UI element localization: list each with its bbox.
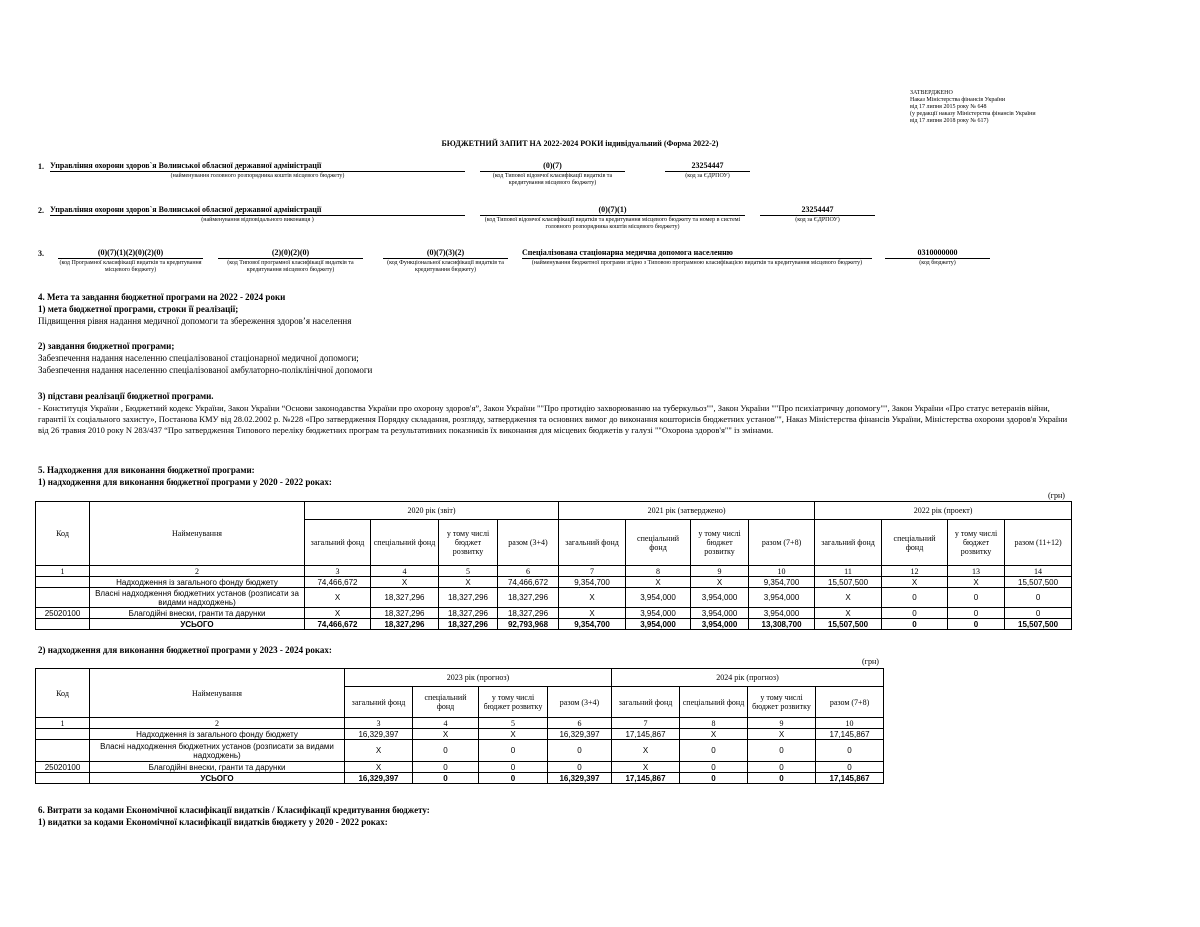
table-cell: 3,954,000	[691, 619, 749, 630]
table-cell: 16,329,397	[345, 773, 413, 784]
table-cell: 18,327,296	[439, 619, 498, 630]
column-number: 2	[90, 566, 305, 577]
row1-code-caption: (код Типової відомчої класифікації видатків та кредитування місцевого бюджету)	[492, 173, 613, 186]
table-cell: 0	[816, 740, 884, 762]
section6-sub1: 1) видатки за кодами Економічної класифікації видатків бюджету у 2020 - 2022 роках:	[38, 817, 388, 827]
table-cell: УСЬОГО	[90, 619, 305, 630]
column-number: 13	[948, 566, 1005, 577]
table-cell: 16,329,397	[345, 729, 413, 740]
table-cell: 17,145,867	[816, 729, 884, 740]
table-row	[36, 608, 1072, 619]
table-cell: 3,954,000	[626, 608, 691, 619]
table-cell: 74,466,672	[305, 619, 371, 630]
table-cell: 9,354,700	[559, 577, 626, 588]
row3-program-code-caption: (код Програмної класифікації видатків та кредитування місцевого бюджету)	[59, 260, 202, 273]
column-number: 8	[680, 718, 748, 729]
header-year-2021: 2021 рік (затверджено)	[559, 502, 815, 520]
subheader: у тому числі бюджет розвитку	[691, 520, 749, 566]
unit-label: (грн)	[1048, 491, 1065, 500]
column-number: 6	[498, 566, 559, 577]
table-cell: Благодійні внески, гранти та дарунки	[90, 608, 305, 619]
column-number: 1	[36, 566, 90, 577]
column-number-row	[36, 718, 884, 729]
header-year-2020: 2020 рік (звіт)	[305, 502, 559, 520]
table-cell	[36, 729, 90, 740]
subheader: спеціальний фонд	[882, 520, 948, 566]
table-cell	[36, 588, 90, 608]
table-cell: УСЬОГО	[90, 773, 345, 784]
column-number: 9	[691, 566, 749, 577]
table-cell: 17,145,867	[816, 773, 884, 784]
row3-program-name: Спеціалізована стаціонарна медична допомога населенню	[522, 248, 872, 259]
row2-edrpou-caption: (код за ЄДРПОУ)	[795, 217, 840, 223]
table-cell: 3,954,000	[691, 608, 749, 619]
header-year-2024: 2024 рік (прогноз)	[612, 669, 884, 687]
table-cell: X	[612, 740, 680, 762]
subheader: у тому числі бюджет розвитку	[748, 687, 816, 718]
approval-line: Наказ Міністерства фінансів України	[910, 97, 1006, 103]
subheader: у тому числі бюджет розвитку	[948, 520, 1005, 566]
table-cell: 74,466,672	[498, 577, 559, 588]
table-cell: Надходження із загального фонду бюджету	[90, 577, 305, 588]
row3-number: 3.	[38, 249, 44, 258]
table-cell	[36, 773, 90, 784]
column-number: 10	[816, 718, 884, 729]
table-cell: 0	[948, 588, 1005, 608]
header-code: Код	[36, 502, 90, 566]
table-cell: 15,507,500	[815, 619, 882, 630]
table-cell: X	[559, 608, 626, 619]
row2-code: (0)(7)(1)	[480, 205, 745, 216]
row3-program-caption: (найменування бюджетної програми згідно з Типовою програмною класифікацією видатків та кредитування місцевого бюджету)	[531, 260, 863, 266]
section5-sub1: 1) надходження для виконання бюджетної програми у 2020 - 2022 роках:	[38, 477, 332, 487]
section4-title: 4. Мета та завдання бюджетної програми на 2022 - 2024 роки	[38, 292, 286, 302]
column-number: 14	[1005, 566, 1072, 577]
subheader: разом (3+4)	[498, 520, 559, 566]
row3-typical-code-caption: (код Типової програмної класифікації видатків та кредитування місцевого бюджету)	[227, 260, 354, 273]
approval-line: ЗАТВЕРДЖЕНО	[910, 90, 953, 96]
section4-task: Забезпечення надання населенню спеціалізованої амбулаторно-поліклінічної допомоги	[38, 365, 373, 375]
table-cell: Благодійні внески, гранти та дарунки	[90, 762, 345, 773]
row2-number: 2.	[38, 206, 44, 215]
header-name: Найменування	[90, 669, 345, 718]
table-cell: 18,327,296	[371, 619, 439, 630]
table-cell: X	[748, 729, 816, 740]
table-cell: 17,145,867	[612, 729, 680, 740]
column-number: 5	[439, 566, 498, 577]
row3-typical-code: (2)(0)(2)(0)	[218, 248, 363, 259]
subheader: разом (3+4)	[548, 687, 612, 718]
row1-org-name: Управління охорони здоров`я Волинської обласної державної адміністрації	[50, 161, 465, 172]
section4-tasks-title: 2) завдання бюджетної програми;	[38, 341, 175, 351]
table-cell: 0	[816, 762, 884, 773]
table-cell: 0	[882, 588, 948, 608]
table-cell: 15,507,500	[1005, 619, 1072, 630]
table-cell: 9,354,700	[559, 619, 626, 630]
approval-line: від 17 липня 2015 року № 648	[910, 104, 987, 110]
table-cell: Власні надходження бюджетних установ (розписати за видами надходжень)	[90, 740, 345, 762]
header-year-2023: 2023 рік (прогноз)	[345, 669, 612, 687]
table-cell: 25020100	[36, 608, 90, 619]
subheader: разом (7+8)	[749, 520, 815, 566]
table-cell: 0	[479, 762, 548, 773]
subheader: загальний фонд	[815, 520, 882, 566]
table-cell: X	[371, 577, 439, 588]
row2-code-caption: (код Типової відомчої класифікації видатків та кредитування місцевого бюджету та номер в системі головного розпорядника коштів місцевого бюджету)	[484, 217, 741, 230]
table-cell: 18,327,296	[371, 608, 439, 619]
table-cell: 18,327,296	[498, 588, 559, 608]
table-cell: 3,954,000	[626, 619, 691, 630]
table-cell: 15,507,500	[1005, 577, 1072, 588]
table-cell: X	[626, 577, 691, 588]
column-number: 9	[748, 718, 816, 729]
table-cell: X	[345, 762, 413, 773]
table-cell: 0	[680, 762, 748, 773]
column-number: 5	[479, 718, 548, 729]
column-number: 10	[749, 566, 815, 577]
row1-edrpou: 23254447	[665, 161, 750, 172]
table-cell: 0	[548, 740, 612, 762]
table-cell: 0	[882, 608, 948, 619]
subheader: загальний фонд	[612, 687, 680, 718]
table-cell: 0	[479, 773, 548, 784]
subheader: спеціальний фонд	[371, 520, 439, 566]
table-row	[36, 577, 1072, 588]
column-number: 7	[559, 566, 626, 577]
table-cell: X	[680, 729, 748, 740]
subheader: загальний фонд	[345, 687, 413, 718]
table-cell: X	[691, 577, 749, 588]
table-cell: 17,145,867	[612, 773, 680, 784]
row3-budget-caption: (код бюджету)	[919, 260, 956, 266]
table-cell: 0	[413, 773, 479, 784]
table-cell: 3,954,000	[749, 608, 815, 619]
subheader: спеціальний фонд	[413, 687, 479, 718]
approval-line: (у редакції наказу Міністерства фінансів України	[910, 111, 1036, 117]
column-number: 3	[345, 718, 413, 729]
approval-block	[910, 90, 1110, 125]
table-cell: X	[479, 729, 548, 740]
table-cell: Надходження із загального фонду бюджету	[90, 729, 345, 740]
table-row	[36, 762, 884, 773]
approval-line: від 17 липня 2018 року № 617)	[910, 118, 989, 124]
table-cell: 0	[479, 740, 548, 762]
table-row	[36, 588, 1072, 608]
table-cell: 0	[680, 740, 748, 762]
page-title: БЮДЖЕТНИЙ ЗАПИТ НА 2022-2024 РОКИ індивідуальний (Форма 2022-2)	[441, 139, 719, 148]
table-cell: X	[345, 740, 413, 762]
revenue-table-2023-2024	[35, 668, 884, 784]
section6-title: 6. Витрати за кодами Економічної класифікації видатків / Класифікації кредитування бюджету:	[38, 805, 430, 815]
column-number: 6	[548, 718, 612, 729]
row1-code: (0)(7)	[480, 161, 625, 172]
column-number-row	[36, 566, 1072, 577]
table-cell: 92,793,968	[498, 619, 559, 630]
table-cell: Власні надходження бюджетних установ (розписати за видами надходжень)	[90, 588, 305, 608]
row1-edrpou-caption: (код за ЄДРПОУ)	[685, 173, 730, 179]
table-cell: 15,507,500	[815, 577, 882, 588]
table-total-row	[36, 619, 1072, 630]
table-cell: 0	[948, 619, 1005, 630]
table-cell: X	[413, 729, 479, 740]
row3-functional-code: (0)(7)(3)(2)	[383, 248, 508, 259]
table-cell	[36, 740, 90, 762]
row2-org-name: Управління охорони здоров`я Волинської обласної державної адміністрації	[50, 205, 465, 216]
row2-edrpou: 23254447	[760, 205, 875, 216]
subheader: загальний фонд	[305, 520, 371, 566]
row2-org-caption: (найменування відповідального виконавця )	[201, 217, 314, 223]
table-cell: 0	[680, 773, 748, 784]
column-number: 1	[36, 718, 90, 729]
column-number: 7	[612, 718, 680, 729]
table-cell: 13,308,700	[749, 619, 815, 630]
table-cell: 0	[413, 762, 479, 773]
subheader: у тому числі бюджет розвитку	[479, 687, 548, 718]
column-number: 3	[305, 566, 371, 577]
table-cell: X	[439, 577, 498, 588]
row3-functional-code-caption: (код Функціональної класифікації видатків та кредитування бюджету)	[387, 260, 504, 273]
table-cell: 18,327,296	[498, 608, 559, 619]
row1-number: 1.	[38, 162, 44, 171]
table-cell: 18,327,296	[439, 588, 498, 608]
table-cell	[36, 577, 90, 588]
table-cell: X	[815, 608, 882, 619]
subheader: у тому числі бюджет розвитку	[439, 520, 498, 566]
subheader: загальний фонд	[559, 520, 626, 566]
column-number: 8	[626, 566, 691, 577]
revenue-table-2020-2022	[35, 501, 1072, 630]
table-cell: 16,329,397	[548, 729, 612, 740]
table-cell: 74,466,672	[305, 577, 371, 588]
table-cell: 0	[748, 762, 816, 773]
table-cell: 0	[548, 762, 612, 773]
column-number: 4	[371, 566, 439, 577]
row1-org-caption: (найменування головного розпорядника коштів місцевого бюджету)	[170, 173, 345, 179]
unit-label-2: (грн)	[862, 657, 879, 666]
table-cell: X	[948, 577, 1005, 588]
table-cell: 9,354,700	[749, 577, 815, 588]
table-cell: 25020100	[36, 762, 90, 773]
column-number: 2	[90, 718, 345, 729]
table-cell: 3,954,000	[749, 588, 815, 608]
table-cell: 3,954,000	[626, 588, 691, 608]
subheader: разом (7+8)	[816, 687, 884, 718]
table-cell: 0	[748, 740, 816, 762]
table-cell: 0	[748, 773, 816, 784]
column-number: 12	[882, 566, 948, 577]
table-cell: 0	[882, 619, 948, 630]
subheader: спеціальний фонд	[626, 520, 691, 566]
section4-basis-title: 3) підстави реалізації бюджетної програми.	[38, 391, 214, 401]
section5-sub2: 2) надходження для виконання бюджетної програми у 2023 - 2024 роках:	[38, 645, 332, 655]
subheader: разом (11+12)	[1005, 520, 1072, 566]
table-cell: X	[305, 608, 371, 619]
table-total-row	[36, 773, 884, 784]
row3-program-code: (0)(7)(1)(2)(0)(2)(0)	[58, 248, 203, 259]
section5-title: 5. Надходження для виконання бюджетної програми:	[38, 465, 255, 475]
column-number: 4	[413, 718, 479, 729]
row3-budget-code: 0310000000	[885, 248, 990, 259]
header-name: Найменування	[90, 502, 305, 566]
column-number: 11	[815, 566, 882, 577]
section4-task: Забезпечення надання населенню спеціалізованої стаціонарної медичної допомоги;	[38, 353, 359, 363]
table-cell: X	[815, 588, 882, 608]
table-cell: X	[882, 577, 948, 588]
table-cell: 18,327,296	[371, 588, 439, 608]
table-cell: 0	[948, 608, 1005, 619]
table-cell: 0	[1005, 608, 1072, 619]
subheader: спеціальний фонд	[680, 687, 748, 718]
table-cell	[36, 619, 90, 630]
table-cell: X	[612, 762, 680, 773]
table-row	[36, 729, 884, 740]
table-cell: 3,954,000	[691, 588, 749, 608]
section4-basis-text: - Конституція України , Бюджетний кодекс України, Закон України “Основи законодавства України про охорону здоров'я”, Закон України ""Про протидію захворюванню на туберкульоз"", Закон України ""Про психіатричну допомогу"", Закон України «Про статус ветеранів війни, гарантії їх соціального захисту», Постанова КМУ від 28.02.2002 р. №228 «Про затвердження Порядку складання, розгляду, затвердження та основних вимог до виконання кошторисів бюджетних установ"", Наказ Міністерства фінансів України, Міністерства охорони здоров'я України від 26 травня 2010 року N 283/437 “Про затвердження Типового переліку бюджетних програм та результативних показників їх виконання для місцевих бюджетів у галузі ""Охорона здоров'я"" із змінами.	[38, 403, 1068, 435]
header-year-2022: 2022 рік (проект)	[815, 502, 1072, 520]
table-cell: 0	[1005, 588, 1072, 608]
section4-goal-text: Підвищення рівня надання медичної допомоги та збереження здоров’я населення	[38, 316, 352, 326]
table-cell: 0	[413, 740, 479, 762]
table-cell: X	[305, 588, 371, 608]
table-row	[36, 740, 884, 762]
table-cell: 18,327,296	[439, 608, 498, 619]
table-cell: X	[559, 588, 626, 608]
header-code: Код	[36, 669, 90, 718]
table-cell: 16,329,397	[548, 773, 612, 784]
section4-goal-title: 1) мета бюджетної програми, строки її реалізації;	[38, 304, 239, 314]
